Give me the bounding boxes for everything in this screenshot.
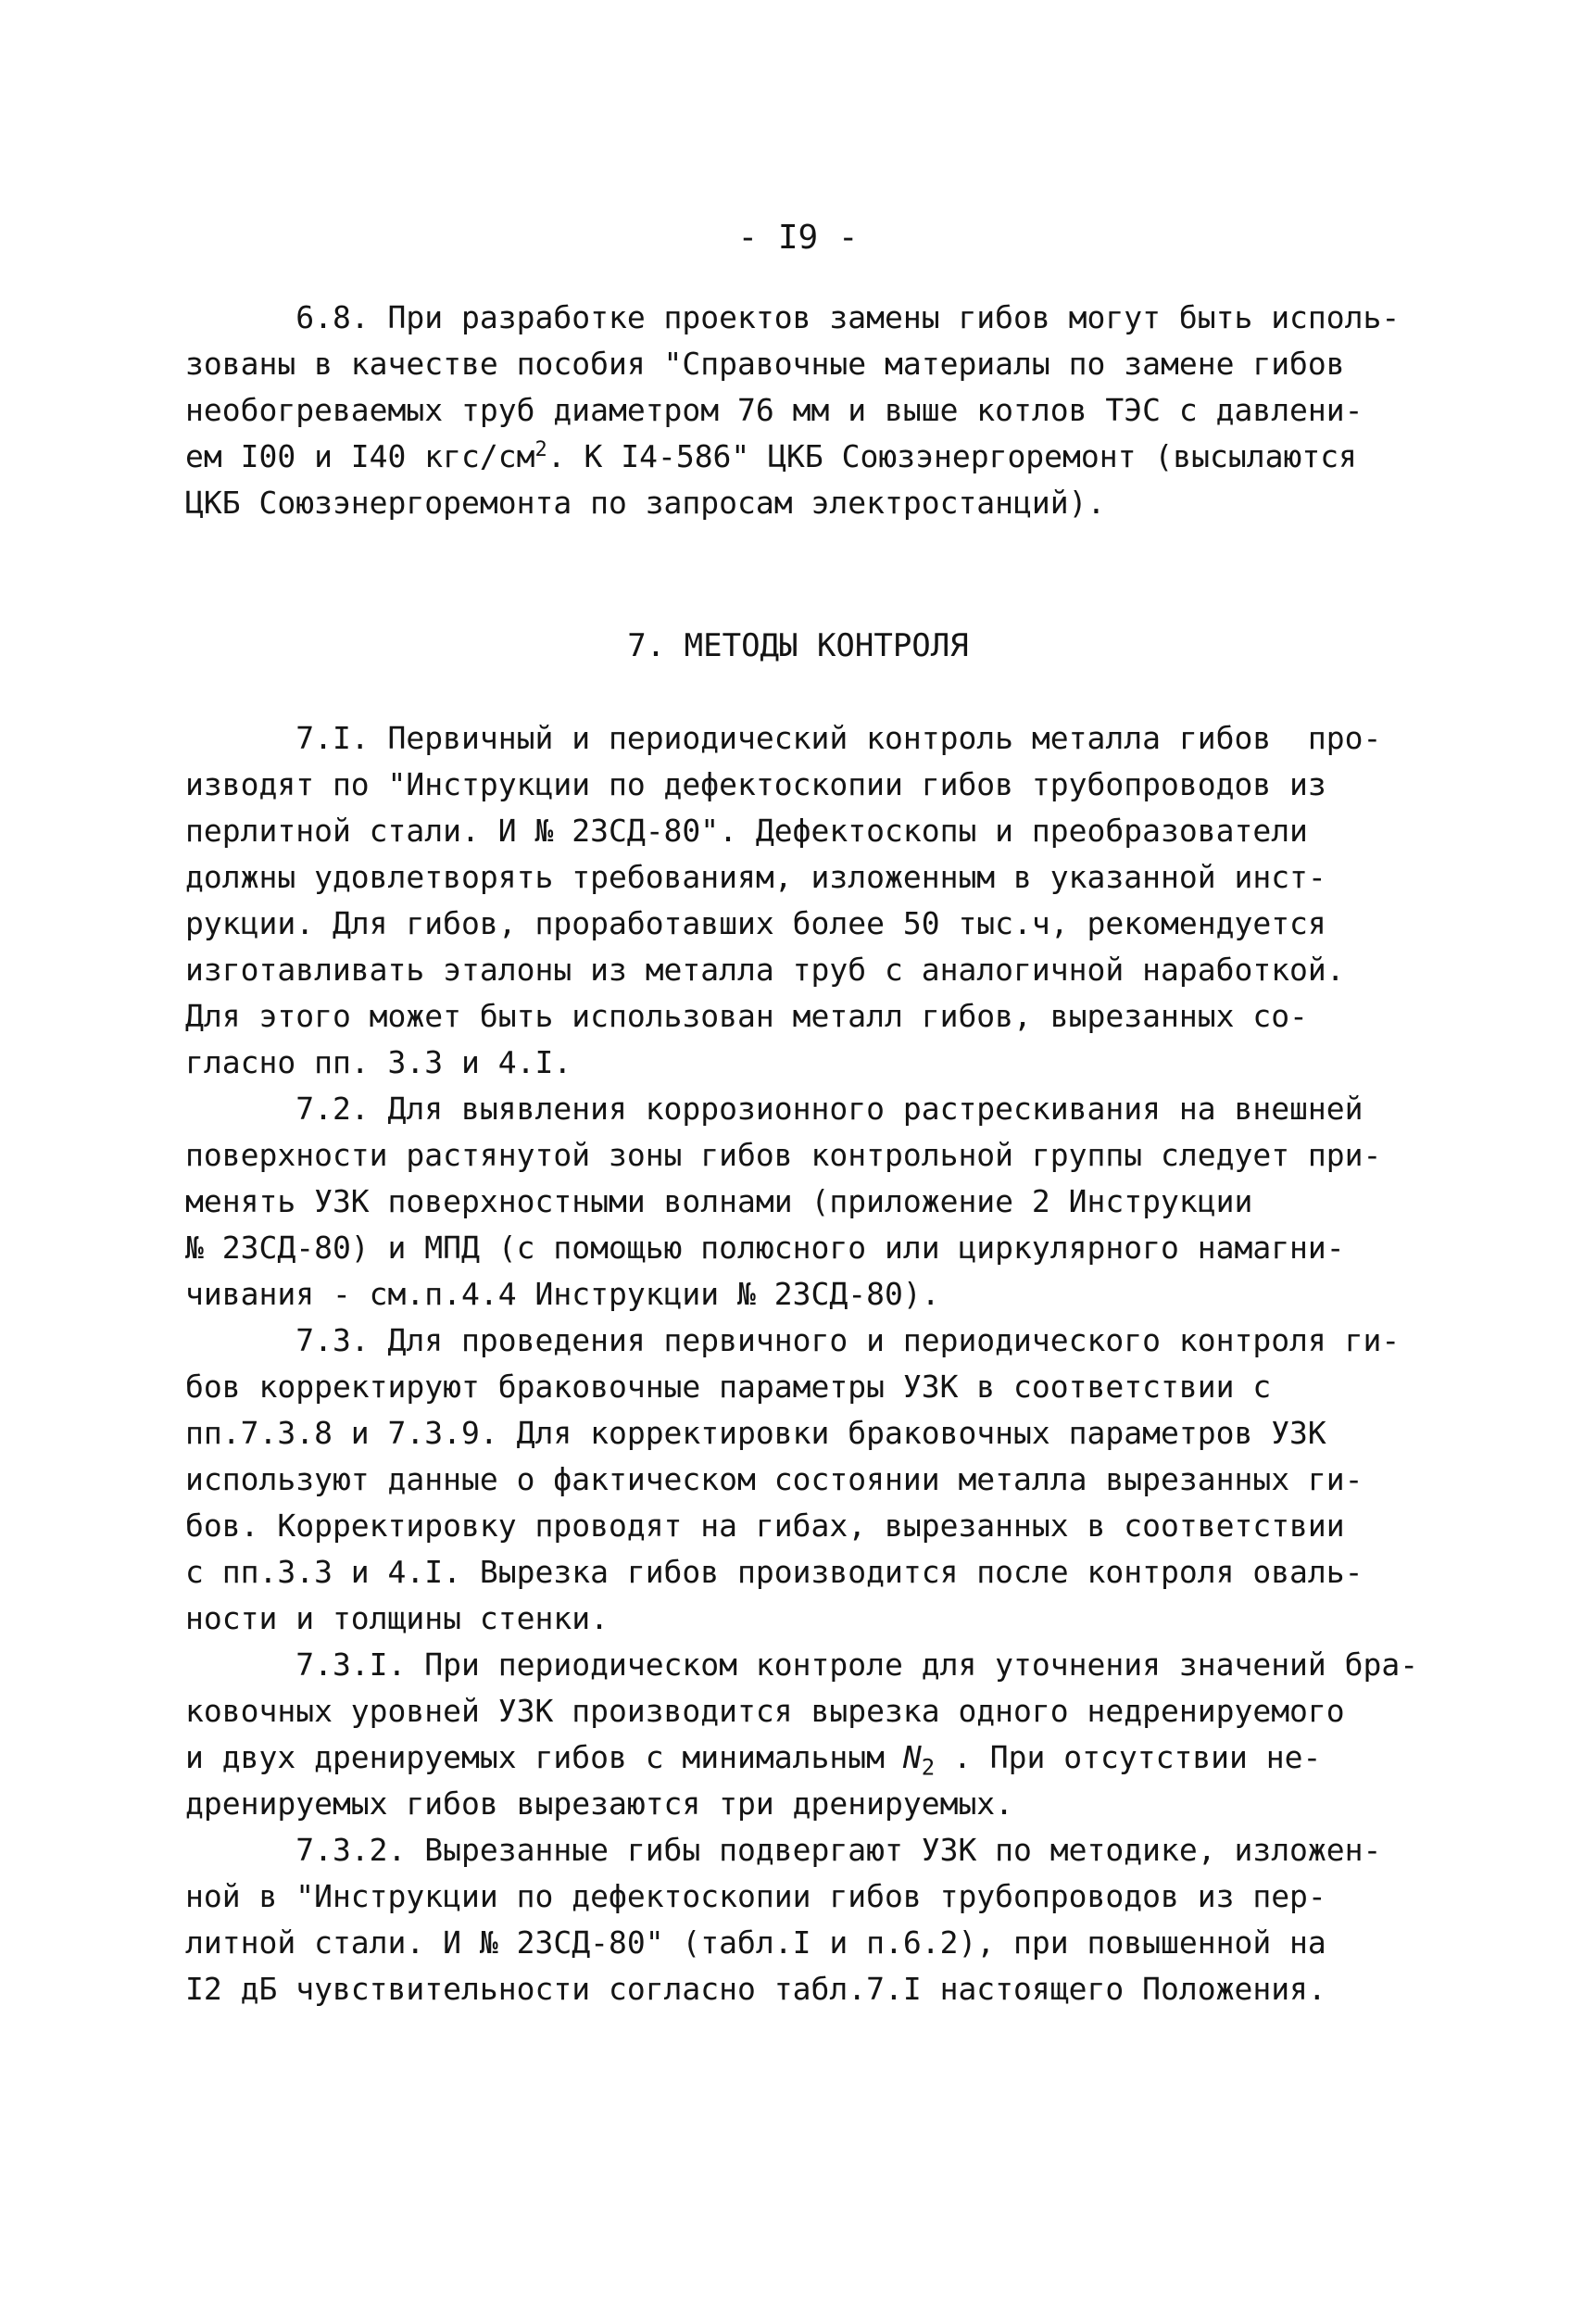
text-line: бов. Корректировку проводят на гибах, вырезанных в соответствии [185, 1507, 1345, 1544]
text-line: 7.2. Для выявления коррозионного растрескивания на внешней [185, 1091, 1364, 1127]
text-line: с пп.3.3 и 4.I. Вырезка гибов производится после контроля оваль- [185, 1554, 1364, 1590]
text-line: ЦКБ Союзэнергоремонта по запросам электростанций). [185, 485, 1106, 521]
text-line: рукции. Для гибов, проработавших более 50 тыс.ч, рекомендуется [185, 905, 1326, 941]
text-line: зованы в качестве пособия "Справочные материалы по замене гибов [185, 346, 1345, 382]
text-line: № 23СД-80) и МПД (с помощью полюсного или циркулярного намагни- [185, 1230, 1345, 1266]
section-7-body [185, 715, 1417, 2012]
text-line: 7.3.2. Вырезанные гибы подвергают УЗК по методике, изложен- [185, 1832, 1382, 1868]
text-line: поверхности растянутой зоны гибов контрольной группы следует при- [185, 1137, 1382, 1173]
paragraph-6-8 [185, 295, 1417, 526]
text-fragment: . К I4-586" ЦКБ Союзэнергоремонт (высылаются [547, 438, 1357, 474]
text-line: чивания - см.п.4.4 Инструкции № 23СД-80). [185, 1276, 940, 1312]
text-line-with-superscript [185, 434, 1417, 480]
text-line: изготавливать эталоны из металла труб с аналогичной наработкой. [185, 952, 1345, 988]
text-line: перлитной стали. И № 23СД-80". Дефектоскопы и преобразователи [185, 813, 1308, 849]
section-7-title: 7. МЕТОДЫ КОНТРОЛЯ [627, 627, 969, 664]
text-line: Для этого может быть использован металл гибов, вырезанных со- [185, 998, 1308, 1034]
text-line: ковочных уровней УЗК производится вырезка одного недренируемого [185, 1693, 1345, 1729]
text-line: изводят по "Инструкции по дефектоскопии гибов трубопроводов из [185, 766, 1326, 802]
text-line-with-symbol [185, 1734, 1417, 1781]
superscript-2: 2 [534, 438, 547, 461]
text-line: I2 дБ чувствительности согласно табл.7.I настоящего Положения. [185, 1971, 1326, 2007]
text-line: дренируемых гибов вырезаются три дренируемых. [185, 1785, 1014, 1822]
text-line: менять УЗК поверхностными волнами (приложение 2 Инструкции [185, 1183, 1253, 1219]
subscript-2: 2 [921, 1754, 936, 1781]
text-line: 7.I. Первичный и периодический контроль металла гибов про- [185, 720, 1382, 756]
page-number: - I9 - [737, 219, 859, 257]
text-line: гласно пп. 3.3 и 4.I. [185, 1044, 572, 1080]
text-line: используют данные о фактическом состоянии металла вырезанных ги- [185, 1461, 1364, 1497]
text-line: литной стали. И № 23СД-80" (табл.I и п.6.2), при повышенной на [185, 1924, 1326, 1961]
text-fragment: . При отсутствии не- [935, 1739, 1322, 1775]
text-line: пп.7.3.8 и 7.3.9. Для корректировки браковочных параметров УЗК [185, 1415, 1326, 1451]
text-line: 7.3. Для проведения первичного и периодического контроля ги- [185, 1322, 1401, 1358]
text-line: ной в "Инструкции по дефектоскопии гибов трубопроводов из пер- [185, 1878, 1326, 1914]
symbol-n: N [902, 1739, 922, 1775]
text-fragment: и двух дренируемых гибов с минимальным [185, 1739, 903, 1775]
text-line: 6.8. При разработке проектов замены гибов могут быть исполь- [185, 299, 1401, 335]
text-line: бов корректируют браковочные параметры УЗК в соответствии с [185, 1369, 1272, 1405]
text-line: 7.3.I. При периодическом контроле для уточнения значений бра- [185, 1646, 1419, 1683]
text-line: необогреваемых труб диаметром 76 мм и выше котлов ТЭС с давлени- [185, 392, 1364, 428]
text-fragment: ем I00 и I40 кгс/см [185, 438, 535, 474]
text-line: должны удовлетворять требованиям, изложенным в указанной инст- [185, 859, 1326, 895]
text-line: ности и толщины стенки. [185, 1600, 609, 1636]
